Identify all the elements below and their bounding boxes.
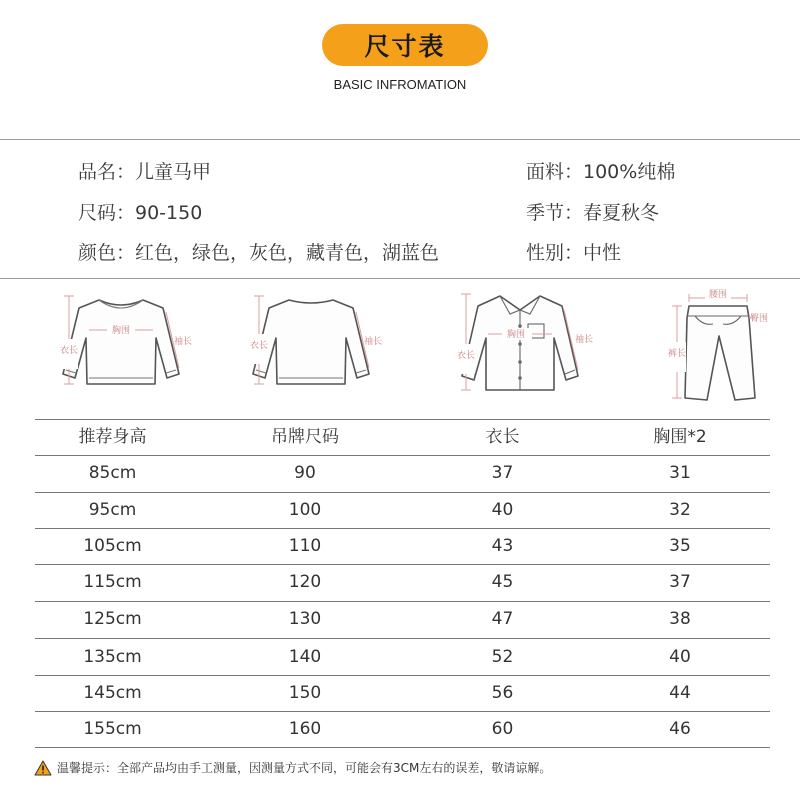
pants-hip-label: 臀围 — [749, 314, 769, 324]
table-row — [35, 492, 770, 528]
cell-length: 40 — [491, 500, 514, 520]
cell-length: 47 — [491, 609, 514, 629]
cell-height: 125cm — [83, 609, 142, 629]
measurement-tip — [34, 759, 551, 776]
cell-tag-size: 150 — [288, 683, 322, 703]
cell-length: 37 — [491, 463, 514, 483]
table-row — [35, 564, 770, 600]
cell-tag-size: 160 — [288, 719, 322, 739]
cell-length: 43 — [491, 536, 514, 556]
product-fabric: 面料：100%纯棉 — [526, 161, 676, 183]
warning-icon — [34, 760, 52, 776]
cell-height: 95cm — [88, 500, 137, 520]
cell-height: 155cm — [83, 719, 142, 739]
header-length: 衣长 — [485, 427, 520, 447]
sweater-back-sleeve-label: 袖长 — [363, 337, 383, 347]
cell-height: 85cm — [88, 463, 137, 483]
top-divider — [0, 139, 800, 140]
table-row — [35, 639, 770, 675]
page-title: 尺寸表 — [364, 32, 446, 61]
cell-length: 60 — [491, 719, 514, 739]
table-row — [35, 528, 770, 564]
cell-chest: 31 — [669, 463, 691, 483]
pants-waist-label: 腰围 — [708, 290, 728, 300]
shirt-length-label: 衣长 — [456, 351, 476, 361]
cell-tag-size: 120 — [288, 572, 322, 592]
cell-chest: 37 — [669, 572, 691, 592]
product-gender: 性别：中性 — [526, 242, 622, 264]
sweater-front-diagram — [55, 286, 193, 404]
cell-height: 105cm — [83, 536, 142, 556]
info-divider — [0, 278, 800, 279]
pants-diagram — [655, 286, 775, 404]
cell-tag-size: 130 — [288, 609, 322, 629]
sweater-front-length-label: 衣长 — [59, 346, 79, 356]
pants-length-label: 裤长 — [667, 349, 687, 359]
sweater-front-chest-label: 胸围 — [111, 326, 131, 336]
cell-length: 45 — [491, 572, 514, 592]
table-row — [35, 711, 770, 747]
header-chest: 胸围*2 — [653, 427, 707, 447]
cell-tag-size: 140 — [288, 647, 322, 667]
cell-chest: 38 — [669, 609, 691, 629]
product-colors: 颜色：红色，绿色，灰色，藏青色，湖蓝色 — [78, 242, 440, 264]
sweater-front-sleeve-label: 袖长 — [173, 337, 193, 347]
page-subtitle: BASIC INFROMATION — [333, 77, 467, 92]
cell-tag-size: 100 — [288, 500, 322, 520]
title-badge — [322, 24, 488, 66]
cell-height: 135cm — [83, 647, 142, 667]
tip-text: 温馨提示：全部产品均由手工测量，因测量方式不同，可能会有3CM左右的误差，敬请谅解。 — [57, 761, 552, 775]
product-size: 尺码：90-150 — [78, 202, 203, 224]
product-name: 品名：儿童马甲 — [78, 161, 212, 183]
cell-height: 115cm — [83, 572, 142, 592]
header-tag-size: 吊牌尺码 — [271, 427, 339, 447]
cell-chest: 40 — [669, 647, 691, 667]
table-row — [35, 675, 770, 711]
table-row — [35, 601, 770, 637]
cell-chest: 46 — [669, 719, 691, 739]
cell-length: 52 — [491, 647, 514, 667]
table-header-row — [35, 419, 770, 455]
table-row — [35, 455, 770, 491]
shirt-diagram — [450, 286, 594, 404]
cell-tag-size: 110 — [288, 536, 322, 556]
cell-tag-size: 90 — [294, 463, 316, 483]
cell-chest: 35 — [669, 536, 691, 556]
cell-length: 56 — [491, 683, 514, 703]
cell-height: 145cm — [83, 683, 142, 703]
product-season: 季节：春夏秋冬 — [526, 202, 660, 224]
shirt-sleeve-label: 袖长 — [574, 335, 594, 345]
cell-chest: 44 — [669, 683, 691, 703]
sweater-back-length-label: 衣长 — [249, 341, 269, 351]
cell-chest: 32 — [669, 500, 691, 520]
table-bottom-line — [35, 747, 770, 748]
shirt-chest-label: 胸围 — [506, 330, 526, 340]
sweater-back-diagram — [245, 286, 383, 404]
header-height: 推荐身高 — [78, 427, 147, 447]
